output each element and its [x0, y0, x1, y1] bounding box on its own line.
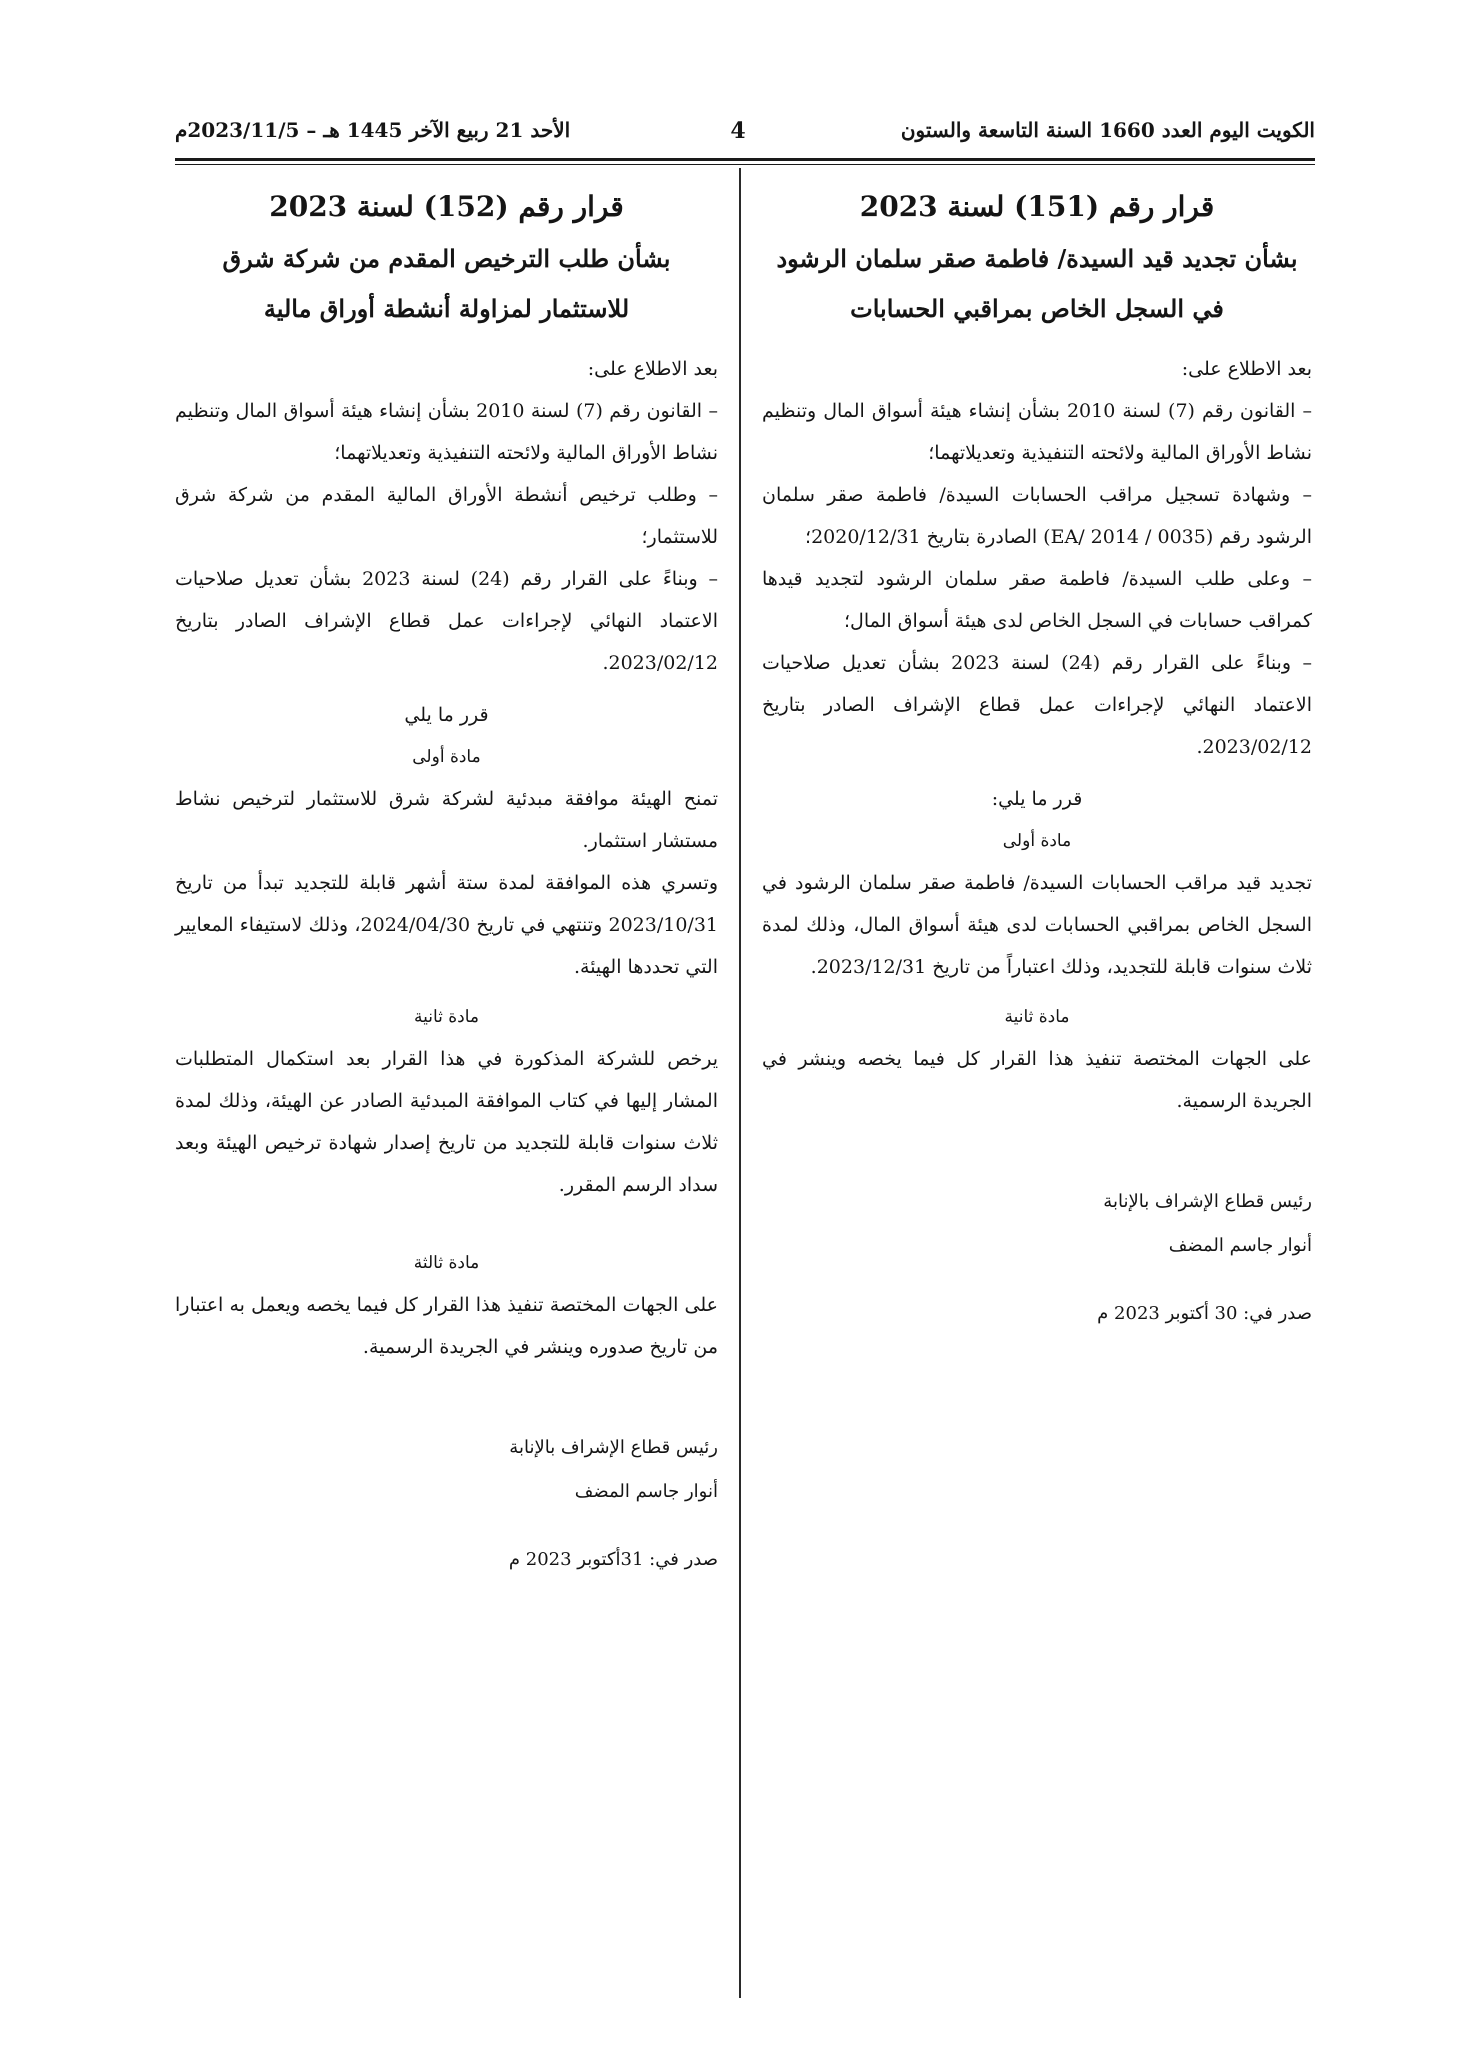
header-rule-thick [175, 158, 1315, 161]
header-issue-info: الكويت اليوم العدد 1660 السنة التاسعة والستون [900, 118, 1315, 142]
preamble-item: – القانون رقم (7) لسنة 2010 بشأن إنشاء هيئة أسواق المال وتنظيم نشاط الأوراق المالية ولائحته التنفيذية وتعديلاتهما؛ [175, 400, 718, 464]
preamble-item: – وشهادة تسجيل مراقب الحسابات السيدة/ فاطمة صقر سلمان الرشود رقم (0035 / 2014 /EA) الصادرة بتاريخ 2020/12/31؛ [762, 484, 1312, 548]
article-text: على الجهات المختصة تنفيذ هذا القرار كل فيما يخصه وينشر في الجريدة الرسمية. [762, 1048, 1312, 1112]
decision-title: قرار رقم (151) لسنة 2023 [859, 190, 1215, 223]
signatory-name: أنوار جاسم المضف [1168, 1235, 1312, 1256]
decision-body [175, 348, 718, 1368]
decided-heading: قرر ما يلي: [991, 788, 1083, 810]
decision-subtitle: في السجل الخاص بمراقبي الحسابات [850, 294, 1224, 323]
preamble-item: – القانون رقم (7) لسنة 2010 بشأن إنشاء هيئة أسواق المال وتنظيم نشاط الأوراق المالية ولائحته التنفيذية وتعديلاتهما؛ [762, 400, 1312, 464]
decision-title: قرار رقم (152) لسنة 2023 [269, 190, 624, 223]
decision-body [762, 348, 1312, 1122]
decided-heading: قرر ما يلي [404, 704, 489, 726]
column-divider [739, 168, 741, 1998]
preamble-item: – وعلى طلب السيدة/ فاطمة صقر سلمان الرشود لتجديد قيدها كمراقب حسابات في السجل الخاص لدى هيئة أسواق المال؛ [762, 568, 1312, 632]
issue-date: صدر في: 31أكتوبر 2023 م [508, 1549, 718, 1570]
article-text: تجديد قيد مراقب الحسابات السيدة/ فاطمة صقر سلمان الرشود في السجل الخاص بمراقبي الحسابات لدى هيئة أسواق المال، وذلك لمدة ثلاث سنوات قابلة للتجديد، وذلك اعتباراً من تاريخ 2023/12/31. [762, 872, 1312, 978]
article-text: وتسري هذه الموافقة لمدة ستة أشهر قابلة للتجديد تبدأ من تاريخ 2023/10/31 وتنتهي في تاريخ 2024/04/30، وذلك لاستيفاء المعايير التي تحددها الهيئة. [175, 872, 718, 978]
article-heading: مادة ثانية [413, 1007, 480, 1027]
article-text: يرخص للشركة المذكورة في هذا القرار بعد استكمال المتطلبات المشار إليها في كتاب الموافقة المبدئية الصادر عن الهيئة، وذلك لمدة ثلاث سنوات قابلة للتجديد من تاريخ إصدار شهادة ترخيص الهيئة وبعد سداد الرسم المقرر. [175, 1048, 718, 1196]
decision-subtitle: بشأن تجديد قيد السيدة/ فاطمة صقر سلمان الرشود [776, 244, 1298, 273]
decision-151-column [762, 180, 1312, 1334]
spacer [175, 1206, 718, 1242]
preamble-heading: بعد الاطلاع على: [587, 358, 718, 380]
signatory-title: رئيس قطاع الإشراف بالإنابة [509, 1437, 718, 1458]
preamble-item: – وبناءً على القرار رقم (24) لسنة 2023 بشأن تعديل صلاحيات الاعتماد النهائي لإجراءات عمل قطاع الإشراف الصادر بتاريخ 2023/02/12. [762, 652, 1313, 758]
article-heading: مادة أولى [1002, 831, 1072, 851]
signature-block [762, 1180, 1312, 1268]
header-date: الأحد 21 ربيع الآخر 1445 هـ – 2023/11/5م [175, 118, 571, 142]
article-heading: مادة ثالثة [413, 1253, 480, 1273]
page-number: 4 [730, 118, 746, 144]
preamble-item: – وطلب ترخيص أنشطة الأوراق المالية المقدم من شركة شرق للاستثمار؛ [175, 484, 718, 548]
article-text: على الجهات المختصة تنفيذ هذا القرار كل فيما يخصه ويعمل به اعتبارا من تاريخ صدوره وينشر في الجريدة الرسمية. [175, 1294, 718, 1358]
preamble-heading: بعد الاطلاع على: [1181, 358, 1312, 380]
issue-date: صدر في: 30 أكتوبر 2023 م [1097, 1303, 1312, 1324]
article-heading: مادة أولى [412, 747, 481, 767]
decision-subtitle: بشأن طلب الترخيص المقدم من شركة شرق [222, 244, 671, 273]
decision-subtitle: للاستثمار لمزاولة أنشطة أوراق مالية [263, 294, 630, 323]
preamble-item: – وبناءً على القرار رقم (24) لسنة 2023 بشأن تعديل صلاحيات الاعتماد النهائي لإجراءات عمل قطاع الإشراف الصادر بتاريخ 2023/02/12. [175, 568, 719, 674]
signatory-title: رئيس قطاع الإشراف بالإنابة [1103, 1191, 1312, 1212]
page-header [175, 118, 1315, 152]
header-rule-thin [175, 164, 1315, 165]
article-heading: مادة ثانية [1004, 1007, 1070, 1027]
signature-block [175, 1426, 718, 1514]
decision-152-column [175, 180, 718, 1580]
signatory-name: أنوار جاسم المضف [574, 1481, 718, 1502]
article-text: تمنح الهيئة موافقة مبدئية لشركة شرق للاستثمار لترخيص نشاط مستشار استثمار. [175, 788, 718, 852]
